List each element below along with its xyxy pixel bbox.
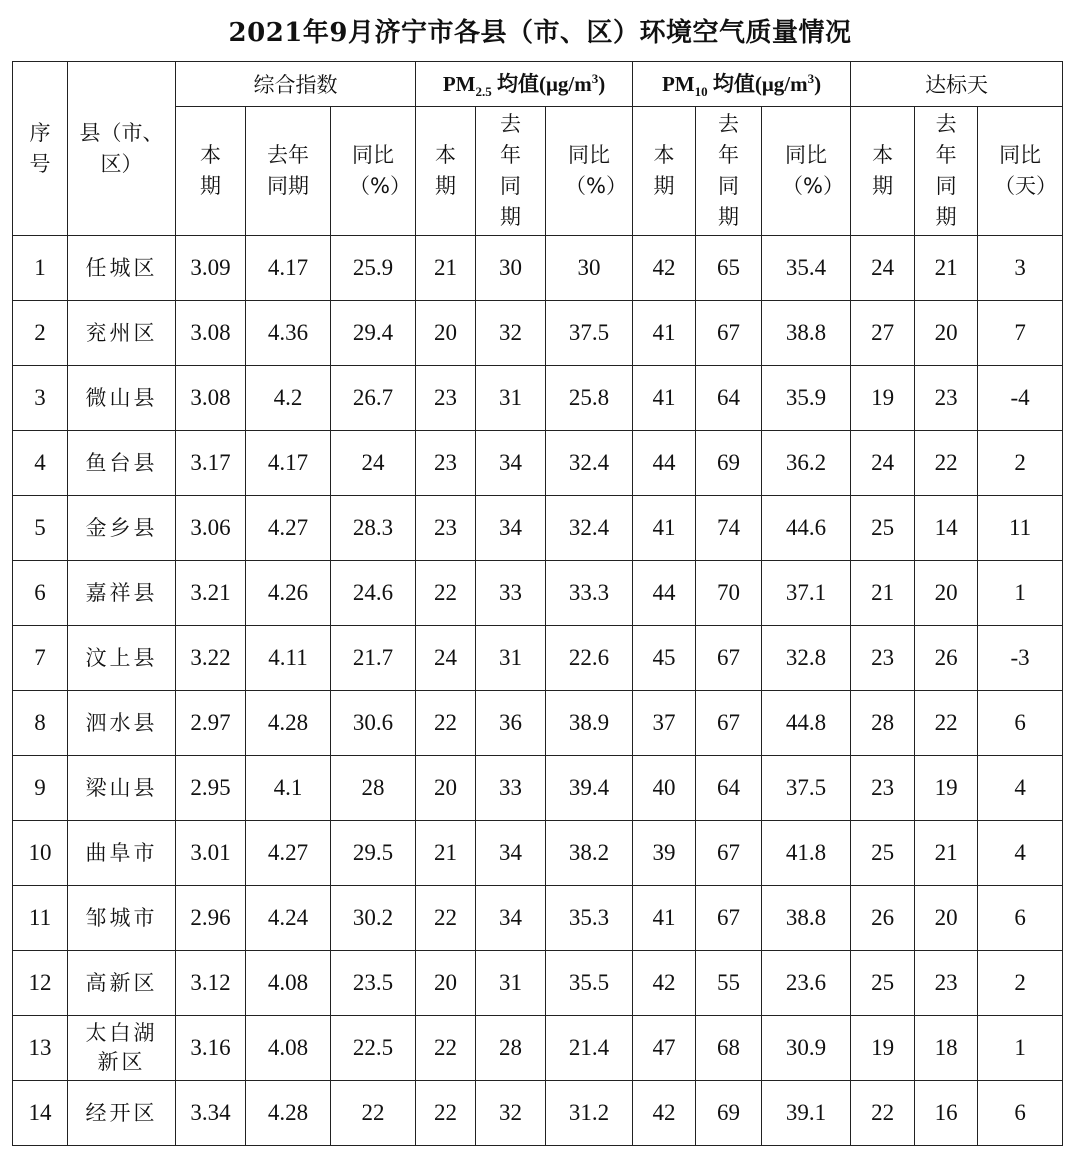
cell-pm10-current: 47 — [633, 1016, 696, 1081]
cell-pm10-yoy: 36.2 — [762, 431, 851, 496]
cell-index-yoy: 26.7 — [331, 366, 416, 431]
cell-pm25-yoy: 39.4 — [546, 756, 633, 821]
cell-pm25-last-year: 32 — [476, 1081, 546, 1146]
cell-county: 太白湖新区 — [68, 1016, 176, 1081]
cell-pm10-current: 41 — [633, 366, 696, 431]
cell-index-last-year: 4.28 — [246, 691, 331, 756]
cell-pm25-yoy: 31.2 — [546, 1081, 633, 1146]
cell-seq: 7 — [13, 626, 68, 691]
cell-pm10-yoy: 30.9 — [762, 1016, 851, 1081]
cell-pm25-last-year: 31 — [476, 626, 546, 691]
cell-pm25-last-year: 34 — [476, 431, 546, 496]
cell-days-yoy: 7 — [978, 301, 1063, 366]
cell-county: 兖州区 — [68, 301, 176, 366]
cell-index-current: 3.16 — [176, 1016, 246, 1081]
cell-pm10-current: 44 — [633, 431, 696, 496]
cell-pm25-yoy: 37.5 — [546, 301, 633, 366]
cell-index-current: 3.06 — [176, 496, 246, 561]
cell-pm10-yoy: 39.1 — [762, 1081, 851, 1146]
cell-index-yoy: 29.5 — [331, 821, 416, 886]
cell-county: 嘉祥县 — [68, 561, 176, 626]
table-row — [13, 756, 1063, 821]
cell-days-yoy: 2 — [978, 951, 1063, 1016]
header-group-row — [13, 62, 1063, 107]
cell-pm25-last-year: 34 — [476, 886, 546, 951]
cell-pm25-current: 22 — [416, 1081, 476, 1146]
cell-pm10-last-year: 74 — [696, 496, 762, 561]
cell-county: 微山县 — [68, 366, 176, 431]
cell-pm25-current: 22 — [416, 691, 476, 756]
header-index-last-year: 去年同期 — [246, 107, 331, 236]
cell-days-yoy: 3 — [978, 236, 1063, 301]
cell-index-yoy: 28 — [331, 756, 416, 821]
cell-index-last-year: 4.1 — [246, 756, 331, 821]
cell-county: 经开区 — [68, 1081, 176, 1146]
header-county: 县（市、区） — [68, 62, 176, 236]
cell-index-current: 3.12 — [176, 951, 246, 1016]
cell-index-current: 2.97 — [176, 691, 246, 756]
cell-seq: 9 — [13, 756, 68, 821]
cell-pm25-current: 20 — [416, 301, 476, 366]
cell-pm10-yoy: 37.1 — [762, 561, 851, 626]
table-row — [13, 496, 1063, 561]
cell-index-last-year: 4.2 — [246, 366, 331, 431]
cell-pm25-yoy: 38.9 — [546, 691, 633, 756]
cell-pm25-yoy: 32.4 — [546, 496, 633, 561]
cell-pm10-current: 41 — [633, 886, 696, 951]
header-days-last-year: 去年同期 — [915, 107, 978, 236]
header-pm10-last-year: 去年同期 — [696, 107, 762, 236]
cell-pm25-last-year: 34 — [476, 821, 546, 886]
cell-pm25-current: 21 — [416, 236, 476, 301]
cell-pm10-current: 45 — [633, 626, 696, 691]
cell-pm10-current: 41 — [633, 496, 696, 561]
cell-pm10-yoy: 38.8 — [762, 886, 851, 951]
cell-index-yoy: 25.9 — [331, 236, 416, 301]
cell-pm10-yoy: 32.8 — [762, 626, 851, 691]
cell-pm10-last-year: 70 — [696, 561, 762, 626]
header-index-yoy: 同比（%） — [331, 107, 416, 236]
cell-days-last-year: 26 — [915, 626, 978, 691]
cell-days-yoy: -3 — [978, 626, 1063, 691]
cell-pm10-current: 42 — [633, 236, 696, 301]
cell-days-current: 21 — [851, 561, 915, 626]
cell-pm10-yoy: 35.9 — [762, 366, 851, 431]
cell-pm10-last-year: 69 — [696, 431, 762, 496]
cell-pm25-yoy: 35.5 — [546, 951, 633, 1016]
cell-days-current: 28 — [851, 691, 915, 756]
cell-seq: 3 — [13, 366, 68, 431]
cell-days-current: 19 — [851, 366, 915, 431]
cell-seq: 14 — [13, 1081, 68, 1146]
cell-days-current: 26 — [851, 886, 915, 951]
cell-index-last-year: 4.27 — [246, 821, 331, 886]
cell-days-last-year: 22 — [915, 431, 978, 496]
cell-pm25-yoy: 38.2 — [546, 821, 633, 886]
cell-pm25-last-year: 31 — [476, 951, 546, 1016]
table-row — [13, 821, 1063, 886]
cell-pm25-last-year: 31 — [476, 366, 546, 431]
cell-county: 汶上县 — [68, 626, 176, 691]
cell-pm10-yoy: 38.8 — [762, 301, 851, 366]
cell-pm10-yoy: 41.8 — [762, 821, 851, 886]
cell-pm25-yoy: 22.6 — [546, 626, 633, 691]
header-pm25-last-year: 去年同期 — [476, 107, 546, 236]
cell-index-current: 3.22 — [176, 626, 246, 691]
cell-index-yoy: 30.6 — [331, 691, 416, 756]
cell-days-current: 25 — [851, 951, 915, 1016]
cell-index-current: 2.96 — [176, 886, 246, 951]
cell-days-yoy: 6 — [978, 886, 1063, 951]
cell-seq: 8 — [13, 691, 68, 756]
cell-seq: 11 — [13, 886, 68, 951]
table-row — [13, 431, 1063, 496]
cell-index-last-year: 4.26 — [246, 561, 331, 626]
cell-index-current: 3.08 — [176, 301, 246, 366]
cell-pm25-yoy: 32.4 — [546, 431, 633, 496]
cell-pm10-last-year: 69 — [696, 1081, 762, 1146]
cell-days-last-year: 18 — [915, 1016, 978, 1081]
header-pm10-current: 本期 — [633, 107, 696, 236]
cell-pm10-current: 37 — [633, 691, 696, 756]
cell-pm10-yoy: 44.8 — [762, 691, 851, 756]
cell-pm10-yoy: 44.6 — [762, 496, 851, 561]
cell-county: 鱼台县 — [68, 431, 176, 496]
page-title: 2021年9月济宁市各县（市、区）环境空气质量情况 — [228, 18, 852, 48]
cell-days-yoy: 11 — [978, 496, 1063, 561]
cell-days-yoy: 1 — [978, 1016, 1063, 1081]
cell-days-yoy: 4 — [978, 756, 1063, 821]
cell-index-yoy: 30.2 — [331, 886, 416, 951]
header-pm25: $PM_{2.5}$ 均值$(\mu g/m^3)$ — [416, 62, 633, 107]
cell-days-current: 24 — [851, 236, 915, 301]
table-row — [13, 1081, 1063, 1146]
cell-index-current: 3.01 — [176, 821, 246, 886]
cell-index-yoy: 22.5 — [331, 1016, 416, 1081]
cell-county: 邹城市 — [68, 886, 176, 951]
cell-days-last-year: 20 — [915, 301, 978, 366]
cell-pm25-yoy: 35.3 — [546, 886, 633, 951]
header-pm10: $PM_{10}$ 均值$(\mu g/m^3)$ — [633, 62, 851, 107]
cell-index-yoy: 21.7 — [331, 626, 416, 691]
header-pm10-yoy: 同比（%） — [762, 107, 851, 236]
cell-index-last-year: 4.28 — [246, 1081, 331, 1146]
cell-pm25-current: 21 — [416, 821, 476, 886]
table-row — [13, 301, 1063, 366]
cell-pm25-current: 22 — [416, 886, 476, 951]
cell-seq: 1 — [13, 236, 68, 301]
cell-pm10-current: 41 — [633, 301, 696, 366]
cell-seq: 6 — [13, 561, 68, 626]
cell-pm10-last-year: 55 — [696, 951, 762, 1016]
cell-index-yoy: 29.4 — [331, 301, 416, 366]
cell-days-last-year: 19 — [915, 756, 978, 821]
cell-pm25-last-year: 28 — [476, 1016, 546, 1081]
header-compliant-days: 达标天 — [851, 62, 1063, 107]
cell-pm25-yoy: 21.4 — [546, 1016, 633, 1081]
cell-county: 泗水县 — [68, 691, 176, 756]
cell-county: 梁山县 — [68, 756, 176, 821]
cell-index-current: 3.34 — [176, 1081, 246, 1146]
cell-county: 高新区 — [68, 951, 176, 1016]
cell-county: 任城区 — [68, 236, 176, 301]
table-row — [13, 236, 1063, 301]
cell-seq: 12 — [13, 951, 68, 1016]
table-row — [13, 366, 1063, 431]
cell-index-yoy: 23.5 — [331, 951, 416, 1016]
cell-pm25-yoy: 30 — [546, 236, 633, 301]
cell-index-current: 3.21 — [176, 561, 246, 626]
header-seq: 序号 — [13, 62, 68, 236]
header-pm25-yoy: 同比（%） — [546, 107, 633, 236]
cell-days-last-year: 21 — [915, 236, 978, 301]
cell-index-current: 3.09 — [176, 236, 246, 301]
cell-pm25-yoy: 25.8 — [546, 366, 633, 431]
cell-pm25-current: 23 — [416, 366, 476, 431]
cell-seq: 10 — [13, 821, 68, 886]
cell-pm25-current: 22 — [416, 561, 476, 626]
cell-pm10-last-year: 67 — [696, 301, 762, 366]
cell-pm25-last-year: 33 — [476, 561, 546, 626]
cell-seq: 5 — [13, 496, 68, 561]
cell-days-yoy: -4 — [978, 366, 1063, 431]
cell-pm10-last-year: 64 — [696, 366, 762, 431]
cell-pm25-current: 23 — [416, 431, 476, 496]
cell-pm25-yoy: 33.3 — [546, 561, 633, 626]
table-row — [13, 691, 1063, 756]
cell-pm25-last-year: 34 — [476, 496, 546, 561]
cell-days-last-year: 14 — [915, 496, 978, 561]
cell-days-current: 23 — [851, 756, 915, 821]
header-index-current: 本期 — [176, 107, 246, 236]
cell-pm10-yoy: 23.6 — [762, 951, 851, 1016]
cell-days-current: 19 — [851, 1016, 915, 1081]
cell-seq: 13 — [13, 1016, 68, 1081]
cell-days-last-year: 16 — [915, 1081, 978, 1146]
air-quality-table — [12, 61, 1063, 1146]
cell-days-current: 25 — [851, 496, 915, 561]
cell-pm25-current: 22 — [416, 1016, 476, 1081]
cell-pm10-current: 42 — [633, 951, 696, 1016]
cell-index-current: 2.95 — [176, 756, 246, 821]
cell-pm10-yoy: 37.5 — [762, 756, 851, 821]
table-row — [13, 626, 1063, 691]
cell-days-last-year: 22 — [915, 691, 978, 756]
cell-pm25-last-year: 30 — [476, 236, 546, 301]
cell-index-last-year: 4.11 — [246, 626, 331, 691]
cell-pm10-last-year: 67 — [696, 886, 762, 951]
cell-index-last-year: 4.27 — [246, 496, 331, 561]
cell-index-last-year: 4.17 — [246, 236, 331, 301]
table-row — [13, 886, 1063, 951]
table-row — [13, 951, 1063, 1016]
cell-pm10-last-year: 67 — [696, 691, 762, 756]
cell-days-current: 25 — [851, 821, 915, 886]
cell-county: 金乡县 — [68, 496, 176, 561]
cell-days-last-year: 21 — [915, 821, 978, 886]
cell-pm25-current: 20 — [416, 951, 476, 1016]
cell-index-yoy: 24.6 — [331, 561, 416, 626]
cell-index-last-year: 4.08 — [246, 1016, 331, 1081]
cell-days-last-year: 20 — [915, 886, 978, 951]
cell-days-current: 24 — [851, 431, 915, 496]
cell-index-yoy: 24 — [331, 431, 416, 496]
cell-index-yoy: 28.3 — [331, 496, 416, 561]
cell-pm10-current: 44 — [633, 561, 696, 626]
cell-pm10-yoy: 35.4 — [762, 236, 851, 301]
cell-index-current: 3.17 — [176, 431, 246, 496]
cell-days-last-year: 23 — [915, 366, 978, 431]
cell-pm25-current: 24 — [416, 626, 476, 691]
table-row — [13, 561, 1063, 626]
cell-pm10-last-year: 67 — [696, 626, 762, 691]
table-row — [13, 1016, 1063, 1081]
cell-index-last-year: 4.17 — [246, 431, 331, 496]
header-days-current: 本期 — [851, 107, 915, 236]
cell-pm25-current: 23 — [416, 496, 476, 561]
cell-days-last-year: 23 — [915, 951, 978, 1016]
cell-days-yoy: 1 — [978, 561, 1063, 626]
header-days-yoy: 同比（天） — [978, 107, 1063, 236]
cell-pm25-last-year: 36 — [476, 691, 546, 756]
cell-index-last-year: 4.08 — [246, 951, 331, 1016]
cell-days-yoy: 2 — [978, 431, 1063, 496]
cell-pm10-last-year: 68 — [696, 1016, 762, 1081]
cell-pm25-last-year: 32 — [476, 301, 546, 366]
cell-pm10-last-year: 64 — [696, 756, 762, 821]
cell-days-current: 22 — [851, 1081, 915, 1146]
cell-pm10-last-year: 67 — [696, 821, 762, 886]
cell-county: 曲阜市 — [68, 821, 176, 886]
cell-days-yoy: 4 — [978, 821, 1063, 886]
cell-seq: 2 — [13, 301, 68, 366]
header-composite-index: 综合指数 — [176, 62, 416, 107]
header-pm25-current: 本期 — [416, 107, 476, 236]
cell-pm25-last-year: 33 — [476, 756, 546, 821]
cell-index-current: 3.08 — [176, 366, 246, 431]
cell-days-yoy: 6 — [978, 1081, 1063, 1146]
cell-days-last-year: 20 — [915, 561, 978, 626]
cell-days-current: 27 — [851, 301, 915, 366]
cell-days-current: 23 — [851, 626, 915, 691]
cell-pm10-last-year: 65 — [696, 236, 762, 301]
cell-pm10-current: 42 — [633, 1081, 696, 1146]
cell-pm10-current: 40 — [633, 756, 696, 821]
cell-index-last-year: 4.24 — [246, 886, 331, 951]
cell-days-yoy: 6 — [978, 691, 1063, 756]
cell-pm25-current: 20 — [416, 756, 476, 821]
cell-index-last-year: 4.36 — [246, 301, 331, 366]
cell-pm10-current: 39 — [633, 821, 696, 886]
cell-seq: 4 — [13, 431, 68, 496]
cell-index-yoy: 22 — [331, 1081, 416, 1146]
